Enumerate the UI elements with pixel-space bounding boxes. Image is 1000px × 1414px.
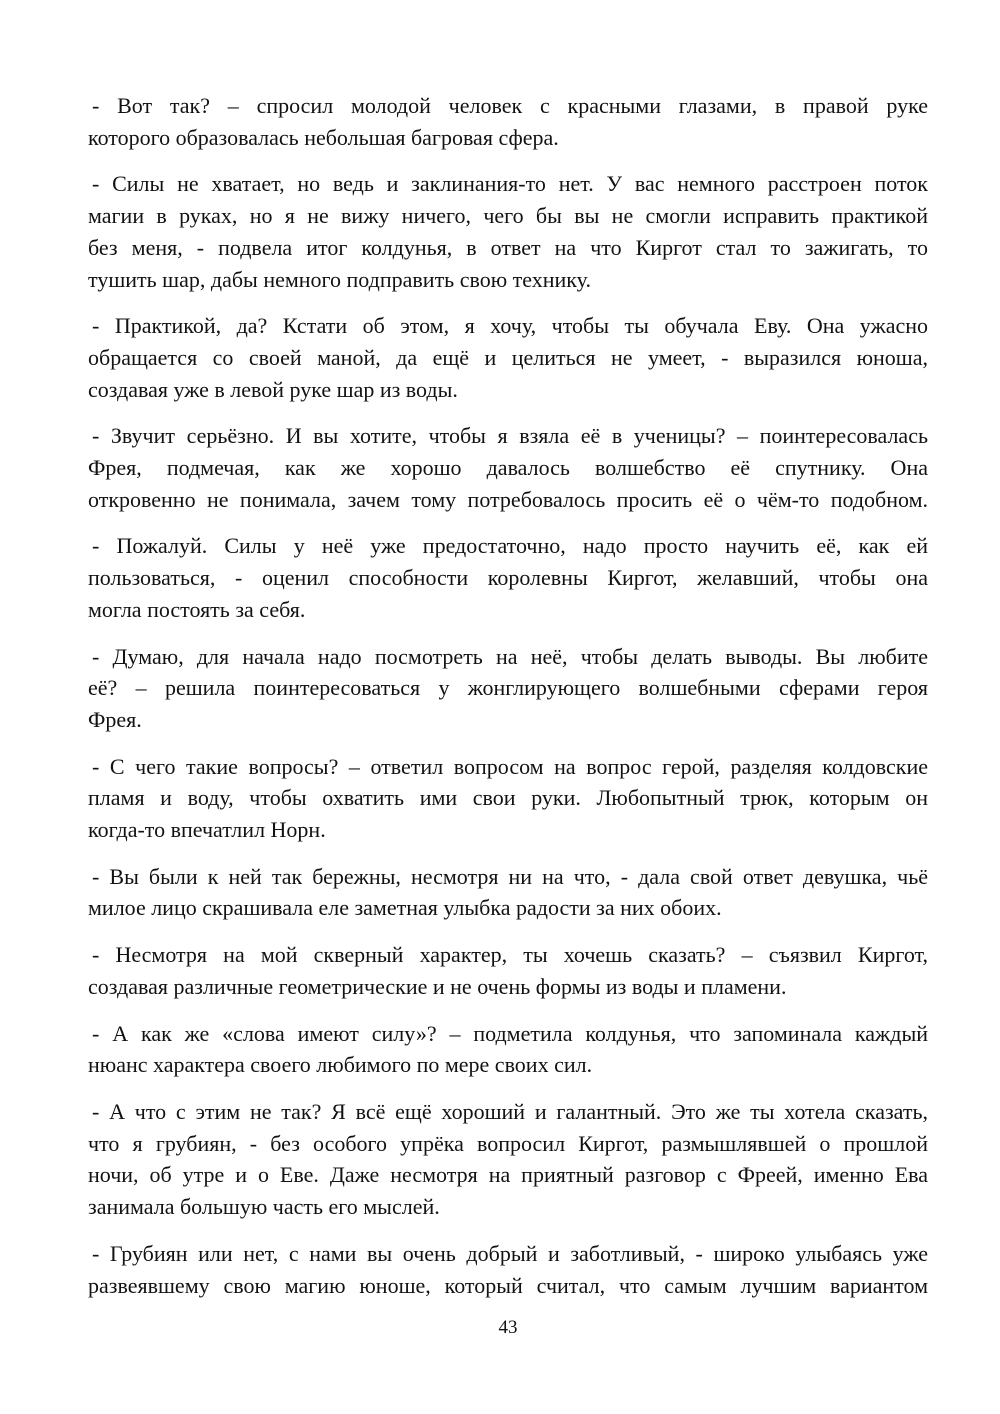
text-line: - Грубиян или нет, с нами вы очень добрый и заботливый, - широко улыбаясь уже <box>92 1240 928 1266</box>
text-line: создавая уже в левой руке шар из воды. <box>88 376 458 402</box>
text-line: без меня, - подвела итог колдунья, в ответ на что Киргот стал то зажигать, то <box>88 234 928 260</box>
page-number: 43 <box>498 1317 518 1339</box>
text-line: развеявшему свою магию юноше, который считал, что самым лучшим вариантом <box>88 1272 928 1298</box>
text-line: - Думаю, для начала надо посмотреть на неё, чтобы делать выводы. Вы любите <box>92 643 928 669</box>
text-line: которого образовалась небольшая багровая сфера. <box>88 124 559 150</box>
text-line: Фрея. <box>88 706 142 732</box>
text-line: пламя и воду, чтобы охватить ими свои руки. Любопытный трюк, которым он <box>88 785 928 811</box>
text-line: - Пожалуй. Силы у неё уже предостаточно, надо просто научить её, как ей <box>92 533 928 559</box>
text-line: занимала большую часть его мыслей. <box>88 1194 440 1220</box>
text-line: - Вы были к ней так бережны, несмотря ни на что, - дала свой ответ девушка, чьё <box>92 863 928 889</box>
paragraph <box>88 861 928 924</box>
text-line: Фрея, подмечая, как же хорошо давалось волшебство её спутнику. Она <box>88 455 928 481</box>
text-line: - Силы не хватает, но ведь и заклинания-то нет. У вас немного расстроен поток <box>92 171 928 197</box>
text-line: - С чего такие вопросы? – ответил вопросом на вопрос герой, разделяя колдовские <box>92 753 928 779</box>
text-line: когда-то впечатлил Норн. <box>88 817 326 843</box>
paragraph <box>88 641 928 736</box>
text-line: - Звучит серьёзно. И вы хотите, чтобы я взяла её в ученицы? – поинтересовалась <box>92 423 928 449</box>
paragraph <box>88 939 928 1002</box>
text-line: её? – решила поинтересоваться у жонглирующего волшебными сферами героя <box>88 675 928 701</box>
text-line: магии в руках, но я не вижу ничего, чего бы вы не смогли исправить практикой <box>88 203 928 229</box>
paragraph <box>88 751 928 846</box>
paragraph <box>88 310 928 405</box>
text-line: - Вот так? – спросил молодой человек с красными глазами, в правой руке <box>92 93 928 118</box>
text-line: пользоваться, - оценил способности королевны Киргот, желавший, чтобы она <box>88 565 928 591</box>
text-line: создавая различные геометрические и не очень формы из воды и пламени. <box>88 973 787 999</box>
text-line: обращается со своей маной, да ещё и целиться не умеет, - выразился юноша, <box>88 344 928 370</box>
text-line: что я грубиян, - без особого упрёка вопросил Киргот, размышлявшей о прошлой <box>88 1130 928 1156</box>
paragraph <box>88 1018 928 1081</box>
paragraph <box>88 530 928 625</box>
text-block <box>88 90 928 1301</box>
paragraph <box>88 1238 928 1301</box>
text-line: - А как же «слова имеют силу»? – подметила колдунья, что запоминала каждый <box>92 1020 928 1046</box>
text-line: могла постоять за себя. <box>88 596 306 622</box>
text-line: откровенно не понимала, зачем тому потребовалось просить её о чём-то подобном. <box>88 486 928 512</box>
paragraph <box>88 168 928 295</box>
paragraph <box>88 90 928 153</box>
text-line: ночи, об утре и о Еве. Даже несмотря на приятный разговор с Фреей, именно Ева <box>88 1162 928 1188</box>
paragraph <box>88 420 928 515</box>
text-line: - Несмотря на мой скверный характер, ты хочешь сказать? – съязвил Киргот, <box>92 942 928 968</box>
text-line: - А что с этим не так? Я всё ещё хороший и галантный. Это же ты хотела сказать, <box>92 1098 928 1124</box>
text-line: милое лицо скрашивала еле заметная улыбка радости за них обоих. <box>88 895 722 921</box>
text-line: - Практикой, да? Кстати об этом, я хочу, чтобы ты обучала Еву. Она ужасно <box>92 313 928 339</box>
text-line: нюанс характера своего любимого по мере своих сил. <box>88 1052 593 1078</box>
text-line: тушить шар, дабы немного подправить свою технику. <box>88 266 591 292</box>
paragraph <box>88 1096 928 1223</box>
